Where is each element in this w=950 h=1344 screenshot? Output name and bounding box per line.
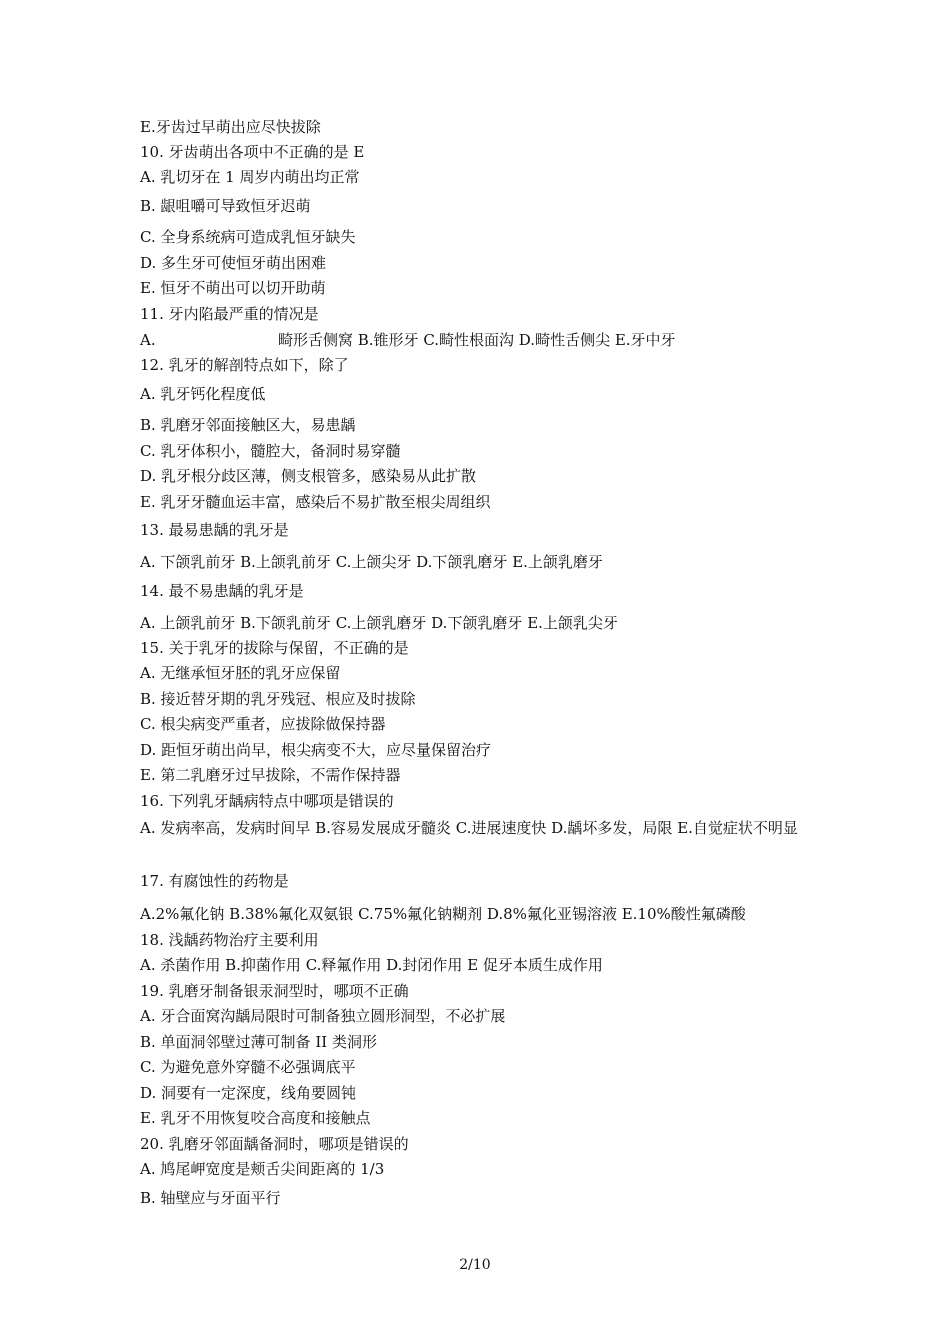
option-line: C. 乳牙体积小，髓腔大，备洞时易穿髓 <box>140 442 401 460</box>
option-line: C. 根尖病变严重者，应拔除做保持器 <box>140 715 386 733</box>
option-line: B. 龈咀嚼可导致恒牙迟萌 <box>140 197 311 215</box>
option-line: A. 杀菌作用 B.抑菌作用 C.释氟作用 D.封闭作用 E 促牙本质生成作用 <box>140 956 603 974</box>
option-line: A. 鸠尾岬宽度是颊舌尖间距离的 1/3 <box>140 1160 385 1178</box>
text-line: E.牙齿过早萌出应尽快拔除 <box>140 118 321 136</box>
option-line: A. 乳牙钙化程度低 <box>140 385 266 403</box>
option-line: B. 轴壁应与牙面平行 <box>140 1189 281 1207</box>
option-line: C. 为避免意外穿髓不必强调底平 <box>140 1058 356 1076</box>
question-18: 18. 浅龋药物治疗主要利用 <box>140 931 319 949</box>
option-line: B. 单面洞邻壁过薄可制备 II 类洞形 <box>140 1033 377 1051</box>
option-line: D. 乳牙根分歧区薄，侧支根管多，感染易从此扩散 <box>140 467 477 485</box>
option-line: D. 多生牙可使恒牙萌出困难 <box>140 254 327 272</box>
option-line: D. 距恒牙萌出尚早，根尖病变不大，应尽量保留治疗 <box>140 741 492 759</box>
question-10: 10. 牙齿萌出各项中不正确的是 E <box>140 143 365 161</box>
question-19: 19. 乳磨牙制备银汞洞型时，哪项不正确 <box>140 982 409 1000</box>
option-line: B. 接近替牙期的乳牙残冠、根应及时拔除 <box>140 690 416 708</box>
option-line: A. 乳切牙在 1 周岁内萌出均正常 <box>140 168 360 186</box>
option-line: E. 乳牙不用恢复咬合高度和接触点 <box>140 1109 371 1127</box>
option-line: A. 发病率高，发病时间早 B.容易发展成牙髓炎 C.进展速度快 D.龋坏多发，局限 E.自觉症状不明显 <box>140 819 798 837</box>
question-14: 14. 最不易患龋的乳牙是 <box>140 582 304 600</box>
option-label: A. <box>140 331 156 349</box>
option-line: E. 乳牙牙髓血运丰富，感染后不易扩散至根尖周组织 <box>140 493 491 511</box>
question-20: 20. 乳磨牙邻面龋备洞时，哪项是错误的 <box>140 1135 409 1153</box>
question-16: 16. 下列乳牙龋病特点中哪项是错误的 <box>140 792 394 810</box>
option-line: C. 全身系统病可造成乳恒牙缺失 <box>140 228 356 246</box>
option-line: A. 牙合面窝沟龋局限时可制备独立圆形洞型，不必扩展 <box>140 1007 506 1025</box>
option-line: A. 无继承恒牙胚的乳牙应保留 <box>140 664 341 682</box>
option-line: A. 下颌乳前牙 B.上颌乳前牙 C.上颌尖牙 D.下颌乳磨牙 E.上颌乳磨牙 <box>140 553 603 571</box>
question-17: 17. 有腐蚀性的药物是 <box>140 872 289 890</box>
option-line: 畸形舌侧窝 B.锥形牙 C.畸性根面沟 D.畸性舌侧尖 E.牙中牙 <box>278 331 676 349</box>
option-line: D. 洞要有一定深度，线角要圆钝 <box>140 1084 357 1102</box>
page-number: 2/10 <box>459 1257 491 1273</box>
option-line: A.2%氟化钠 B.38%氟化双氨银 C.75%氟化钠糊剂 D.8%氟化亚锡溶液 E.10%酸性氟磷酸 <box>140 905 746 923</box>
option-line: A. 上颌乳前牙 B.下颌乳前牙 C.上颌乳磨牙 D.下颌乳磨牙 E.上颌乳尖牙 <box>140 614 618 632</box>
option-line: B. 乳磨牙邻面接触区大，易患龋 <box>140 416 356 434</box>
question-11: 11. 牙内陷最严重的情况是 <box>140 305 319 323</box>
question-12: 12. 乳牙的解剖特点如下，除了 <box>140 356 349 374</box>
question-15: 15. 关于乳牙的拔除与保留，不正确的是 <box>140 639 409 657</box>
question-13: 13. 最易患龋的乳牙是 <box>140 521 289 539</box>
option-line: E. 第二乳磨牙过早拔除，不需作保持器 <box>140 766 401 784</box>
option-line: E. 恒牙不萌出可以切开助萌 <box>140 279 326 297</box>
